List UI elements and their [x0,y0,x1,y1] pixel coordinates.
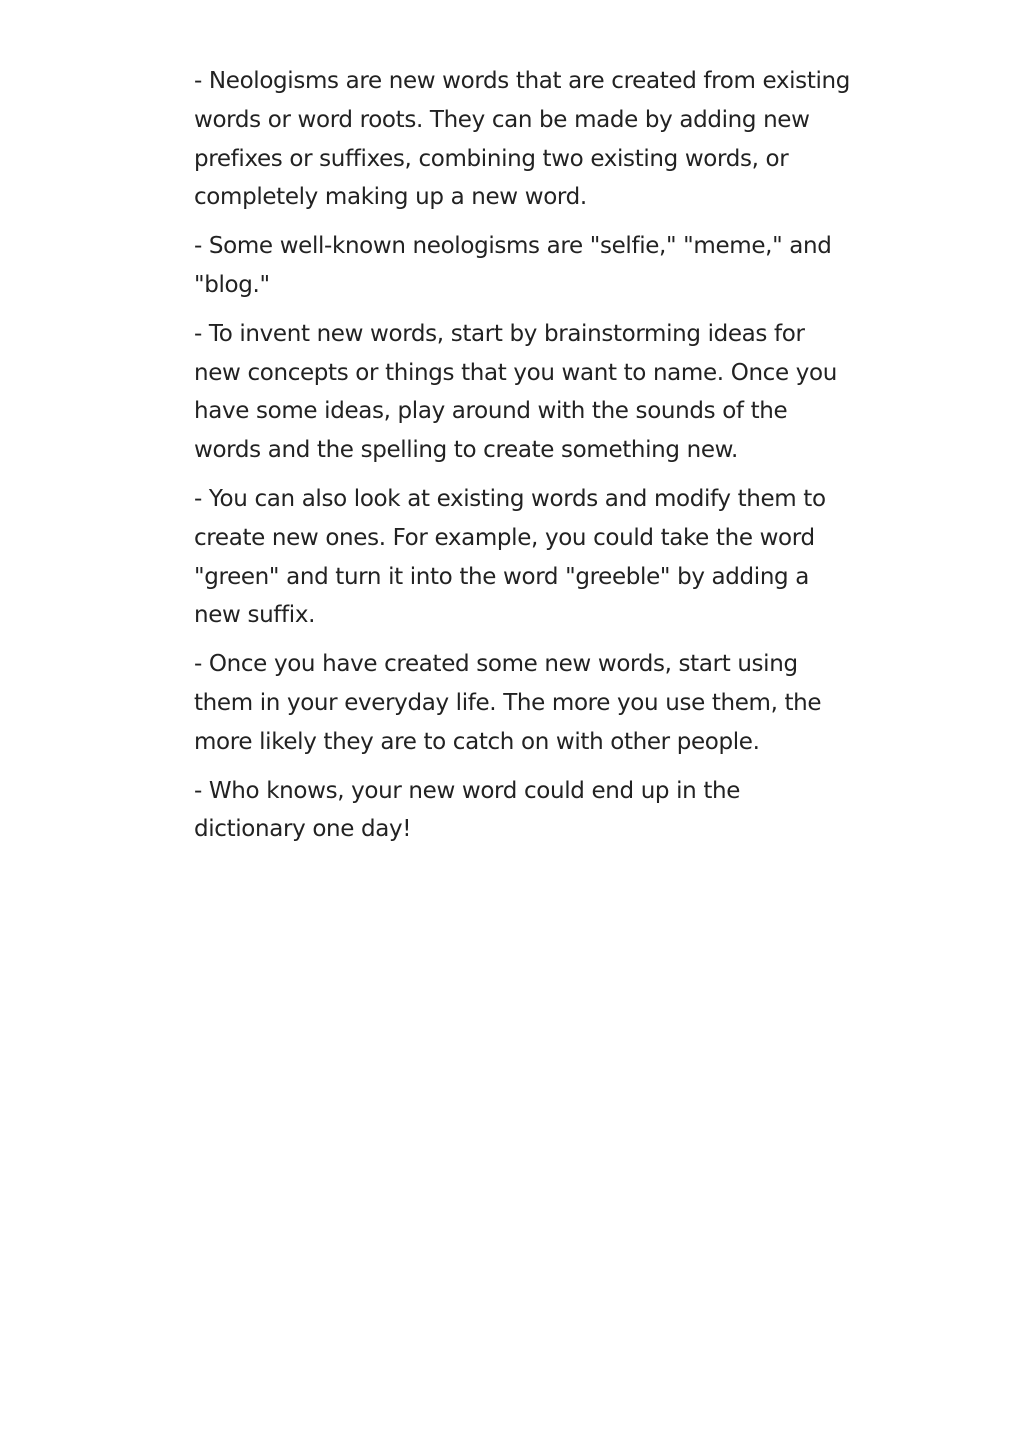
paragraph-invent-new-words: - To invent new words, start by brainstorming ideas for new concepts or things that you want to name. Once you have some ideas, play around with the sounds of the words and the spelling to create something new. [194,320,837,464]
document-body [194,62,854,859]
paragraph-dictionary: - Who knows, your new word could end up in the dictionary one day! [194,777,741,843]
paragraph-neologisms-definition: - Neologisms are new words that are created from existing words or word roots. They can be made by adding new prefixes or suffixes, combining two existing words, or completely making up a new word. [194,68,851,211]
paragraph-modify-existing-words: - You can also look at existing words and modify them to create new ones. For example, you could take the word "green" and turn it into the word "greeble" by adding a new suffix. [194,485,826,629]
paragraph-known-neologisms: - Some well-known neologisms are "selfie," "meme," and "blog." [194,233,832,298]
paragraph-use-new-words: - Once you have created some new words, start using them in your everyday life. The more you use them, the more likely they are to catch on with other people. [194,651,822,755]
